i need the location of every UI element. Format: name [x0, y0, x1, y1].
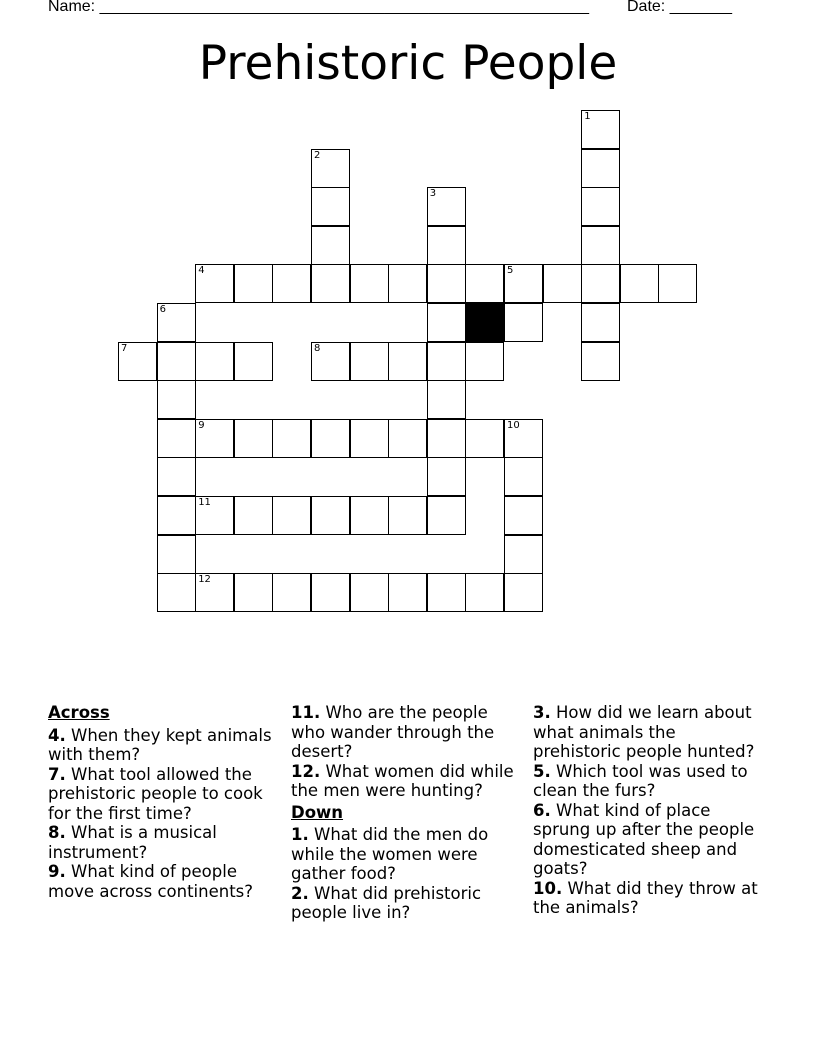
down-heading: Down [291, 802, 344, 822]
clue-item [533, 879, 765, 918]
page-title: Prehistoric People [198, 36, 618, 91]
clue-number: 4 [198, 265, 205, 277]
clue-item [291, 703, 523, 762]
crossword-cell[interactable] [581, 187, 620, 226]
clue-item-text: What tool allowed the prehistoric people to cook for the first time? [48, 764, 263, 823]
clue-item-number: 12. [291, 761, 321, 781]
clue-item-text: What did prehistoric people live in? [291, 883, 482, 922]
name-field-label: Name: _______________________________________________________ [48, 0, 589, 15]
clue-number: 3 [429, 188, 437, 200]
clue-item-number: 7. [48, 764, 66, 784]
crossword-cell[interactable] [581, 342, 620, 381]
crossword-cell[interactable] [504, 264, 543, 303]
crossword-cell[interactable] [350, 419, 389, 458]
crossword-cell[interactable] [195, 496, 234, 535]
crossword-cell[interactable] [543, 264, 582, 303]
clue-item [48, 765, 280, 824]
crossword-cell[interactable] [465, 419, 504, 458]
crossword-cell[interactable] [504, 535, 543, 574]
crossword-cell[interactable] [504, 457, 543, 496]
crossword-cell[interactable] [157, 419, 196, 458]
clue-number: 12 [198, 574, 211, 586]
crossword-cell[interactable] [234, 573, 273, 612]
clue-item-text: What did the men do while the women were gather food? [291, 825, 489, 883]
clue-item [48, 726, 280, 765]
clue-item-number: 11. [291, 703, 321, 722]
clue-item-number: 10. [533, 878, 563, 898]
clue-number: 7 [121, 342, 128, 354]
crossword-cell[interactable] [350, 496, 389, 535]
across-clue-list [48, 726, 280, 902]
crossword-cell[interactable] [427, 496, 466, 535]
crossword-cell[interactable] [581, 149, 620, 188]
across-heading: Across [48, 703, 110, 722]
crossword-cell[interactable] [350, 342, 389, 381]
crossword-cell[interactable] [195, 573, 234, 612]
crossword-cell[interactable] [504, 573, 543, 612]
clue-item [48, 862, 280, 901]
clue-item-text: How did we learn about what animals the prehistoric people hunted? [533, 703, 755, 761]
crossword-cell[interactable] [658, 264, 697, 303]
clue-number: 6 [159, 304, 166, 315]
clue-item-number: 3. [533, 703, 551, 722]
clue-item-text: Which tool was used to clean the furs? [533, 761, 748, 800]
clue-item-number: 5. [533, 761, 551, 781]
clue-item-text: Who are the people who wander through the desert? [291, 703, 495, 761]
clue-item-text: What kind of place sprung up after the people domesticated sheep and goats? [533, 800, 755, 878]
clue-number: 11 [198, 497, 211, 508]
clue-item [291, 825, 523, 884]
crossword-cell[interactable] [465, 342, 504, 381]
crossword-cell[interactable] [581, 303, 620, 342]
crossword-cell[interactable] [311, 496, 350, 535]
crossword-cell[interactable] [311, 342, 350, 381]
clues-column-3 [533, 703, 765, 918]
clues-column-1 [48, 703, 280, 901]
clue-item [291, 762, 523, 801]
clue-item-number: 8. [48, 823, 66, 842]
down-clue-list-continued [533, 703, 765, 918]
crossword-cell[interactable] [620, 264, 659, 303]
crossword-cell[interactable] [388, 419, 427, 458]
crossword-cell[interactable] [157, 457, 196, 496]
clue-item-number: 4. [48, 725, 66, 745]
across-clue-list-continued [291, 703, 523, 801]
crossword-cell[interactable] [581, 264, 620, 303]
crossword-cell[interactable] [427, 264, 466, 303]
clue-item-text: What did they throw at the animals? [533, 878, 758, 917]
crossword-cell[interactable] [311, 573, 350, 612]
crossword-cell[interactable] [118, 342, 157, 381]
clue-item-text: What kind of people move across continents? [48, 862, 254, 901]
crossword-cell[interactable] [157, 342, 196, 381]
date-field-label: Date: _______ [627, 0, 732, 15]
clue-number: 10 [507, 419, 520, 431]
crossword-cell[interactable] [272, 264, 311, 303]
crossword-cell[interactable] [388, 573, 427, 612]
crossword-cell[interactable] [234, 496, 273, 535]
crossword-cell[interactable] [427, 187, 466, 226]
crossword-cell[interactable] [427, 457, 466, 496]
crossword-cell[interactable] [311, 419, 350, 458]
crossword-cell[interactable] [234, 342, 273, 381]
clue-item-number: 1. [291, 825, 309, 844]
crossword-cell[interactable] [195, 264, 234, 303]
crossword-cell[interactable] [465, 264, 504, 303]
clue-item [291, 884, 523, 923]
crossword-cell[interactable] [234, 264, 273, 303]
clue-item [533, 801, 765, 879]
crossword-cell[interactable] [272, 496, 311, 535]
crossword-cell[interactable] [311, 187, 350, 226]
crossword-cell[interactable] [388, 264, 427, 303]
crossword-cell[interactable] [465, 573, 504, 612]
crossword-cell[interactable] [157, 303, 196, 342]
clue-number: 9 [198, 419, 205, 431]
crossword-cell[interactable] [427, 573, 466, 612]
crossword-cell[interactable] [504, 496, 543, 535]
clue-item [533, 703, 765, 762]
crossword-cell[interactable] [311, 264, 350, 303]
crossword-cell[interactable] [504, 419, 543, 458]
clue-item-text: What women did while the men were hunting? [291, 761, 514, 800]
crossword-cell[interactable] [581, 226, 620, 265]
clue-number: 5 [507, 265, 514, 277]
crossword-cell[interactable] [157, 496, 196, 535]
crossword-cell[interactable] [272, 419, 311, 458]
clues-column-2 [291, 703, 523, 923]
crossword-cell[interactable] [427, 303, 466, 342]
crossword-black-cell [465, 303, 504, 342]
clue-item [48, 823, 280, 862]
crossword-cell[interactable] [504, 303, 543, 342]
clue-item [533, 762, 765, 801]
crossword-cell[interactable] [234, 419, 273, 458]
crossword-cell[interactable] [272, 573, 311, 612]
crossword-cell[interactable] [427, 380, 466, 419]
crossword-cell[interactable] [427, 342, 466, 381]
clue-number: 2 [314, 149, 321, 161]
crossword-cell[interactable] [311, 149, 350, 188]
crossword-cell[interactable] [427, 226, 466, 265]
clue-item-number: 9. [48, 862, 66, 881]
clue-item-text: What is a musical instrument? [48, 823, 217, 862]
down-clue-list [291, 825, 523, 923]
crossword-cell[interactable] [388, 342, 427, 381]
crossword-cell[interactable] [157, 380, 196, 419]
clue-item-number: 6. [533, 800, 551, 820]
clue-item-number: 2. [291, 883, 309, 903]
crossword-cell[interactable] [350, 264, 389, 303]
crossword-cell[interactable] [195, 419, 234, 458]
crossword-cell[interactable] [311, 226, 350, 265]
crossword-cell[interactable] [157, 573, 196, 612]
crossword-cell[interactable] [388, 496, 427, 535]
clue-item-text: When they kept animals with them? [48, 725, 272, 764]
crossword-cell[interactable] [350, 573, 389, 612]
crossword-cell[interactable] [195, 342, 234, 381]
crossword-cell[interactable] [157, 535, 196, 574]
clue-number: 8 [314, 342, 321, 354]
crossword-cell[interactable] [581, 110, 620, 149]
clue-number: 1 [584, 111, 591, 122]
crossword-cell[interactable] [427, 419, 466, 458]
